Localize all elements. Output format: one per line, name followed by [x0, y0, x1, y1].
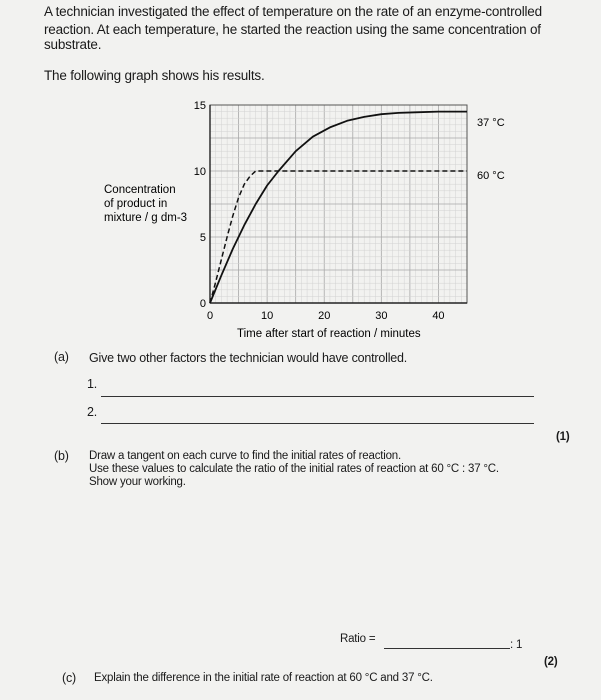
results-graph — [0, 90, 601, 340]
x-tick-label: 10 — [260, 310, 274, 322]
series-line-37c — [210, 112, 467, 303]
series-label-60c: 60 °C — [477, 170, 505, 182]
x-tick-label: 40 — [432, 310, 445, 322]
part-a-question: Give two other factors the technician would have controlled. — [89, 351, 408, 365]
chart-series — [210, 112, 467, 303]
chart-grid — [210, 105, 467, 303]
part-c-question: Explain the difference in the initial rate of reaction at 60 °C and 37 °C. — [94, 672, 433, 684]
x-tick-label: 20 — [318, 310, 331, 322]
x-tick-label: 30 — [375, 310, 388, 322]
answer-1-line[interactable] — [101, 396, 534, 397]
series-label-37c: 37 °C — [477, 117, 505, 129]
intro-line-2: reaction. At each temperature, he started the reaction using the same concentration of — [44, 22, 541, 37]
ratio-label: Ratio = — [340, 633, 376, 645]
y-tick-label: 15 — [193, 100, 206, 112]
part-b-line-3: Show your working. — [89, 476, 186, 488]
ratio-answer-line[interactable] — [384, 648, 510, 649]
y-tick-label: 10 — [193, 166, 206, 178]
y-axis-label-3: mixture / g dm-3 — [104, 212, 188, 224]
part-a-marks: (1) — [556, 431, 570, 443]
answer-2-label: 2. — [87, 405, 98, 419]
answer-2-line[interactable] — [101, 423, 534, 424]
answer-1-label: 1. — [87, 377, 98, 391]
x-tick-label: 0 — [206, 310, 214, 322]
part-b-label: (b) — [54, 449, 69, 463]
part-b-marks: (2) — [544, 656, 558, 668]
ratio-suffix: : 1 — [510, 639, 523, 651]
y-axis-label-1: Concentration — [104, 184, 176, 196]
part-b-line-2: Use these values to calculate the ratio of the initial rates of reaction at 60 °C : 37 °C. — [89, 463, 499, 475]
part-c-label: (c) — [62, 671, 76, 685]
y-tick-label: 0 — [199, 298, 206, 310]
intro-line-3: substrate. — [44, 37, 102, 52]
graph-intro: The following graph shows his results. — [44, 68, 265, 83]
intro-line-1: A technician investigated the effect of temperature on the rate of an enzyme-controlled — [44, 4, 542, 19]
part-a-label: (a) — [54, 350, 69, 364]
part-b-line-1: Draw a tangent on each curve to find the initial rates of reaction. — [89, 450, 401, 462]
x-axis-label: Time after start of reaction / minutes — [237, 328, 421, 340]
y-tick-label: 5 — [199, 232, 206, 244]
y-axis-label-2: of product in — [104, 198, 168, 210]
